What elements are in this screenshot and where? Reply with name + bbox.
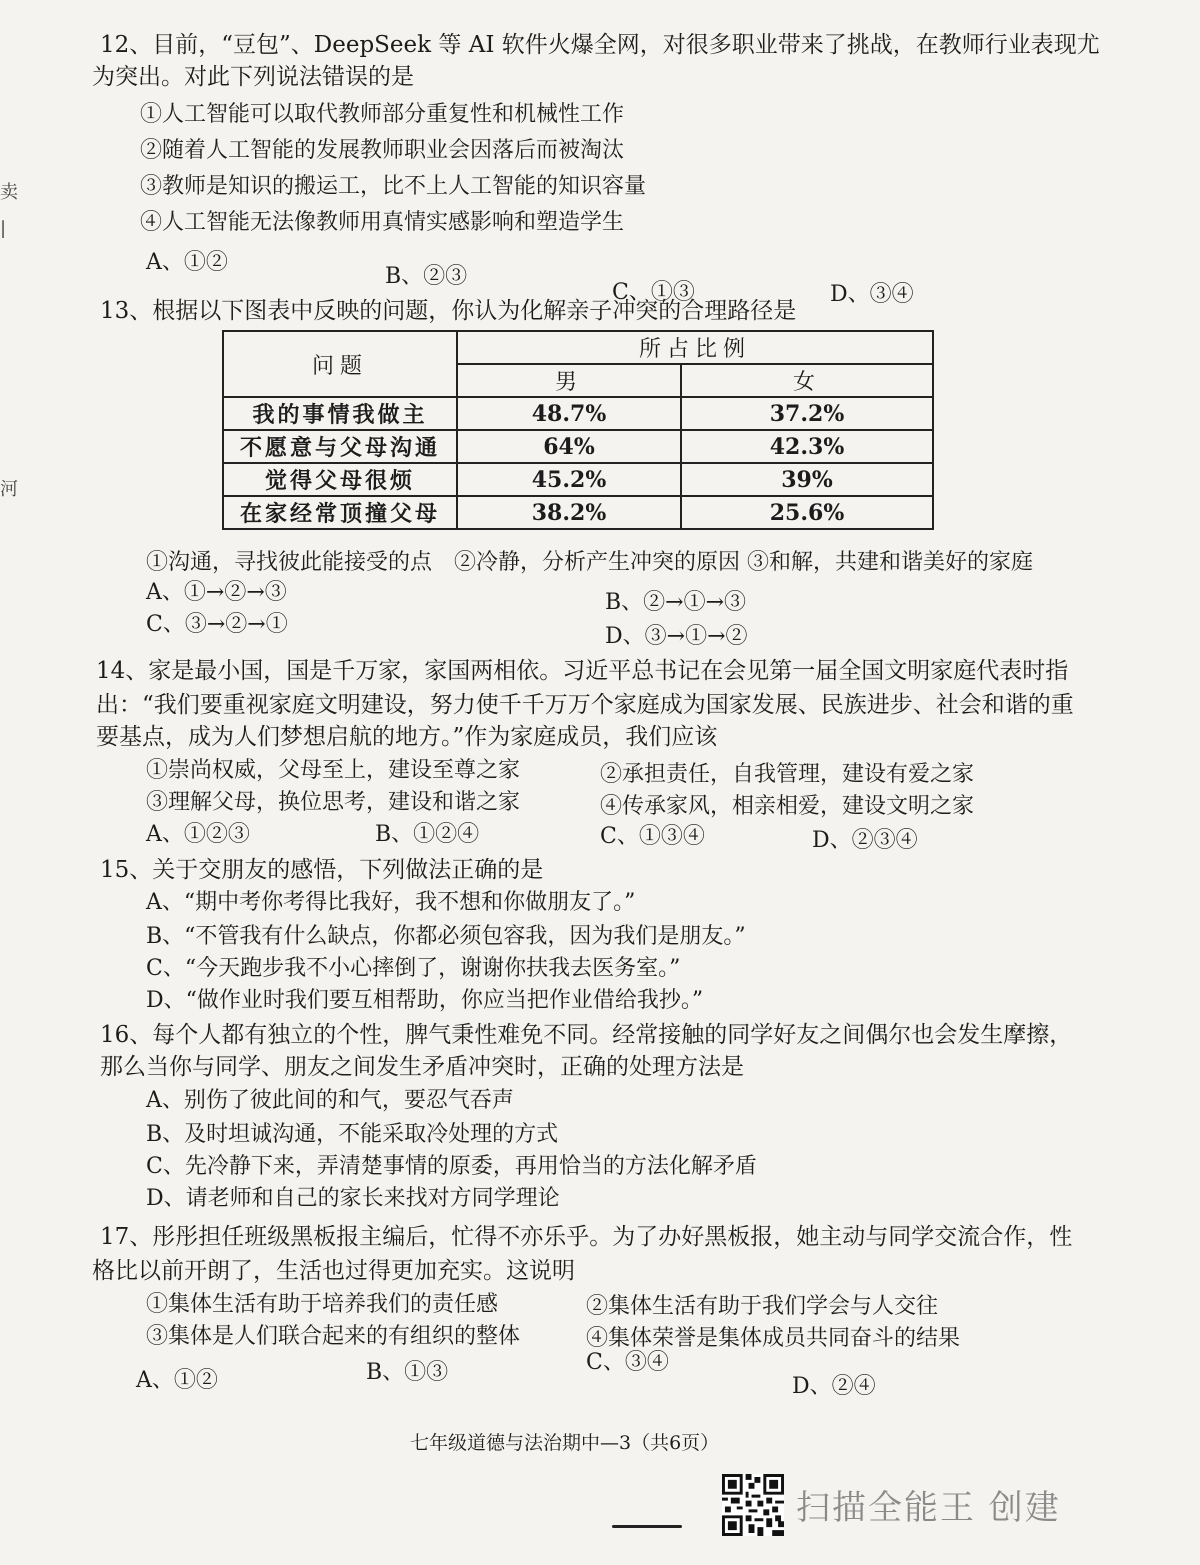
- q14-item-4: ④传承家风，相亲相爱，建设文明之家: [600, 794, 975, 819]
- page-footer: 七年级道德与法治期中—3（共6页）: [410, 1432, 720, 1454]
- q13-steps: ①沟通，寻找彼此能接受的点 ②冷静，分析产生冲突的原因 ③和解，共建和谐美好的家庭: [146, 550, 1033, 575]
- q17-option-a: A、①②: [136, 1368, 218, 1393]
- q15-option-b: B、“不管我有什么缺点，你都必须包容我，因为我们是朋友。”: [146, 924, 746, 949]
- q17-stem-line1: 17、彤彤担任班级黑板报主编后，忙得不亦乐乎。为了办好黑板报，她主动与同学交流合作，性: [100, 1224, 1073, 1250]
- qr-code-icon: [722, 1474, 784, 1536]
- table-cell-female: 37.2%: [681, 397, 933, 430]
- q15-stem: 15、关于交朋友的感悟，下列做法正确的是: [100, 857, 544, 883]
- edge-mark: 河: [0, 479, 18, 500]
- table-row: [223, 496, 933, 529]
- table-cell-problem: 不愿意与父母沟通: [223, 430, 457, 463]
- watermark: 扫描全能王 创建: [796, 1488, 1061, 1528]
- q12-stem-line2: 为突出。对此下列说法错误的是: [92, 64, 414, 90]
- q12-item-1: ①人工智能可以取代教师部分重复性和机械性工作: [140, 102, 625, 127]
- table-header-male: 男: [457, 364, 681, 397]
- q17-item-2: ②集体生活有助于我们学会与人交往: [586, 1294, 939, 1319]
- table-cell-male: 64%: [457, 430, 681, 463]
- table-cell-problem: 在家经常顶撞父母: [223, 496, 457, 529]
- q13-stem: 13、根据以下图表中反映的问题，你认为化解亲子冲突的合理路径是: [100, 298, 797, 324]
- table-cell-male: 48.7%: [457, 397, 681, 430]
- q17-option-b: B、①③: [366, 1360, 449, 1385]
- q12-option-a: A、①②: [146, 250, 228, 275]
- survey-table: [222, 330, 934, 530]
- q17-stem-line2: 格比以前开朗了，生活也过得更加充实。这说明: [92, 1258, 575, 1284]
- q14-option-d: D、②③④: [812, 828, 918, 853]
- table-cell-problem: 我的事情我做主: [223, 397, 457, 430]
- q13-option-d: D、③→①→②: [605, 624, 748, 649]
- q14-option-c: C、①③④: [600, 824, 705, 849]
- q15-option-a: A、“期中考你考得比我好，我不想和你做朋友了。”: [146, 890, 636, 915]
- q13-option-a: A、①→②→③: [146, 580, 287, 605]
- q17-item-3: ③集体是人们联合起来的有组织的整体: [146, 1324, 521, 1349]
- q13-option-b: B、②→①→③: [605, 590, 747, 615]
- table-row: [223, 430, 933, 463]
- q12-item-3: ③教师是知识的搬运工，比不上人工智能的知识容量: [140, 174, 647, 199]
- q14-stem-line1: 14、家是最小国，国是千万家，家国两相依。习近平总书记在会见第一届全国文明家庭代表时指: [96, 658, 1069, 684]
- table-cell-male: 45.2%: [457, 463, 681, 496]
- table-row: [223, 463, 933, 496]
- q14-stem-line3: 要基点，成为人们梦想启航的地方。”作为家庭成员，我们应该: [96, 724, 718, 750]
- q15-option-d: D、“做作业时我们要互相帮助，你应当把作业借给我抄。”: [146, 988, 704, 1013]
- q14-item-2: ②承担责任，自我管理，建设有爱之家: [600, 762, 975, 787]
- q12-option-c: C、①③: [612, 280, 695, 305]
- q16-stem-line1: 16、每个人都有独立的个性，脾气秉性难免不同。经常接触的同学好友之间偶尔也会发生摩擦，: [100, 1022, 1073, 1048]
- q15-option-c: C、“今天跑步我不小心摔倒了，谢谢你扶我去医务室。”: [146, 956, 681, 981]
- table-cell-problem: 觉得父母很烦: [223, 463, 457, 496]
- q14-option-a: A、①②③: [146, 822, 250, 847]
- edge-mark: 卖: [0, 182, 18, 203]
- q12-item-4: ④人工智能无法像教师用真情实感影响和塑造学生: [140, 210, 625, 235]
- table-header-ratio: 所占比例: [457, 331, 933, 364]
- q17-item-4: ④集体荣誉是集体成员共同奋斗的结果: [586, 1326, 961, 1351]
- q16-option-d: D、请老师和自己的家长来找对方同学理论: [146, 1186, 560, 1211]
- q16-option-a: A、别伤了彼此间的和气，要忍气吞声: [146, 1088, 514, 1113]
- q13-option-c: C、③→②→①: [146, 612, 288, 637]
- table-header-problem: 问题: [223, 331, 457, 397]
- q17-option-d: D、②④: [792, 1374, 876, 1399]
- q14-item-1: ①崇尚权威，父母至上，建设至尊之家: [146, 758, 521, 783]
- q14-item-3: ③理解父母，换位思考，建设和谐之家: [146, 790, 521, 815]
- q12-stem-line1: 12、目前，“豆包”、DeepSeek 等 AI 软件火爆全网，对很多职业带来了挑战，在教师行业表现尤: [100, 32, 1100, 58]
- q16-stem-line2: 那么当你与同学、朋友之间发生矛盾冲突时，正确的处理方法是: [100, 1054, 744, 1080]
- table-cell-female: 39%: [681, 463, 933, 496]
- edge-mark: |: [0, 218, 7, 239]
- q14-stem-line2: 出：“我们要重视家庭文明建设，努力使千千万万个家庭成为国家发展、民族进步、社会和谐的重: [96, 692, 1074, 718]
- table-cell-male: 38.2%: [457, 496, 681, 529]
- table-cell-female: 42.3%: [681, 430, 933, 463]
- table-cell-female: 25.6%: [681, 496, 933, 529]
- q14-option-b: B、①②④: [375, 822, 480, 847]
- q17-option-c: C、③④: [586, 1350, 669, 1375]
- footer-dash: [612, 1525, 682, 1528]
- q12-option-d: D、③④: [830, 282, 914, 307]
- table-row: [223, 397, 933, 430]
- q12-option-b: B、②③: [385, 264, 468, 289]
- q16-option-b: B、及时坦诚沟通，不能采取冷处理的方式: [146, 1122, 559, 1147]
- table-header-female: 女: [681, 364, 933, 397]
- q17-item-1: ①集体生活有助于培养我们的责任感: [146, 1292, 499, 1317]
- q16-option-c: C、先冷静下来，弄清楚事情的原委，再用恰当的方法化解矛盾: [146, 1154, 757, 1179]
- q12-item-2: ②随着人工智能的发展教师职业会因落后而被淘汰: [140, 138, 625, 163]
